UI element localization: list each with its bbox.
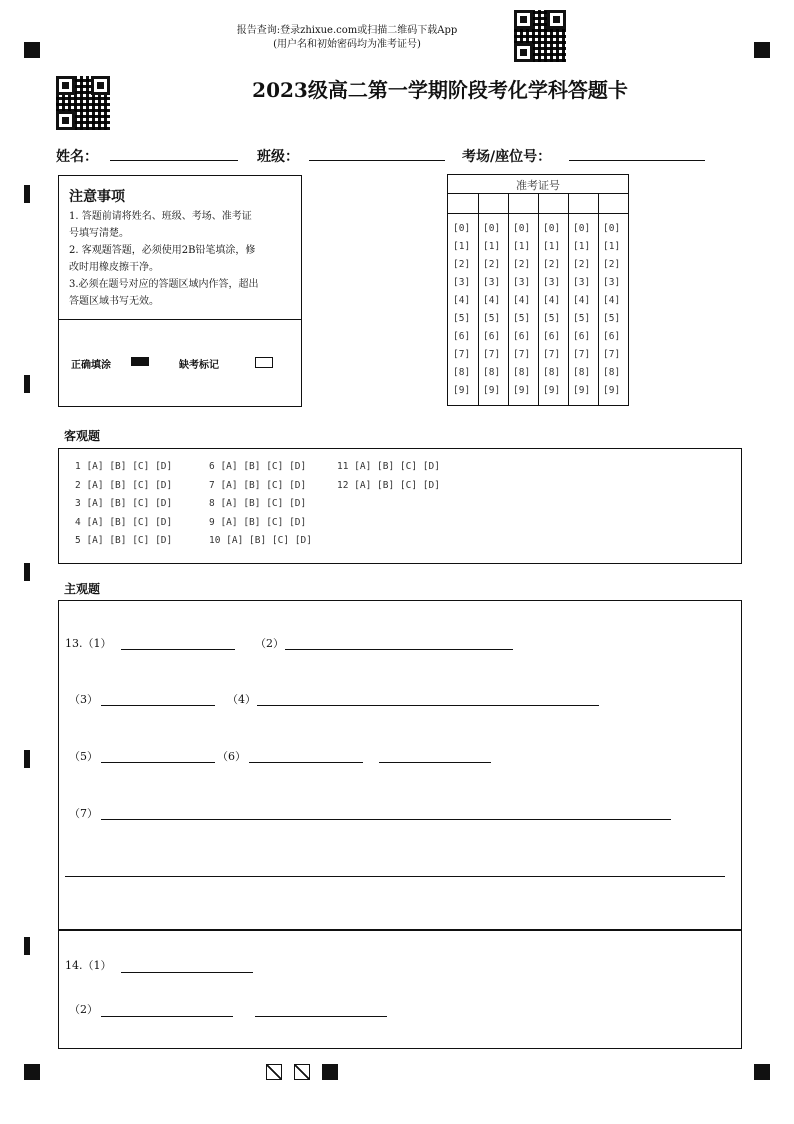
exam-id-bubble[interactable]: [9]: [513, 385, 531, 396]
q14-box: [58, 929, 742, 1049]
timing-mark: [24, 375, 30, 393]
objective-box: [58, 448, 742, 564]
corner-mark-bottom-right: [754, 1064, 770, 1080]
exam-id-bubble[interactable]: [8]: [603, 367, 621, 378]
corner-mark-top-left: [24, 42, 40, 58]
exam-id-bubble[interactable]: [5]: [513, 313, 531, 324]
notes-line: 号填写清楚。: [69, 228, 129, 239]
exam-id-bubble[interactable]: [7]: [543, 349, 561, 360]
exam-id-bubble[interactable]: [2]: [483, 259, 501, 270]
notes-line: 答题区域书写无效。: [69, 296, 159, 307]
report-notice: [197, 24, 497, 52]
exam-id-bubble[interactable]: [6]: [573, 331, 591, 342]
q13-box: [58, 600, 742, 931]
exam-id-bubble[interactable]: [4]: [573, 295, 591, 306]
timing-mark: [24, 750, 30, 768]
exam-id-bubble[interactable]: [8]: [483, 367, 501, 378]
exam-id-column-divider: [598, 193, 599, 405]
exam-id-box: [447, 174, 629, 406]
sheet-qr-code-icon: [56, 76, 110, 130]
exam-id-bubble[interactable]: [1]: [543, 241, 561, 252]
exam-id-bubble[interactable]: [7]: [453, 349, 471, 360]
correct-fill-sample: [131, 357, 149, 366]
exam-id-bubble[interactable]: [9]: [453, 385, 471, 396]
exam-id-bubble[interactable]: [7]: [483, 349, 501, 360]
q13-5-label: （5）: [69, 750, 98, 763]
notes-box: [58, 175, 302, 407]
q13-6-answer-a[interactable]: [249, 762, 363, 763]
exam-id-bubble[interactable]: [4]: [453, 295, 471, 306]
notes-line: 3.必须在题号对应的答题区域内作答，超出: [69, 279, 259, 290]
timing-mark: [24, 563, 30, 581]
exam-id-bubble[interactable]: [2]: [453, 259, 471, 270]
exam-id-bubble[interactable]: [7]: [573, 349, 591, 360]
report-notice-line2: (用户名和初始密码均为准考证号): [273, 39, 421, 50]
exam-id-bubble[interactable]: [1]: [603, 241, 621, 252]
class-field[interactable]: [309, 160, 445, 161]
notes-line: 1. 答题前请将姓名、班级、考场、准考证: [69, 211, 252, 222]
objective-title: 客观题: [64, 429, 101, 443]
exam-id-bubble[interactable]: [0]: [513, 223, 531, 234]
absent-label: 缺考标记: [179, 360, 219, 371]
sheet-title: 2023级高二第一学期阶段考化学科答题卡: [252, 78, 628, 102]
exam-id-bubble[interactable]: [5]: [573, 313, 591, 324]
notes-line: 2. 客观题答题，必须使用2B铅笔填涂，修: [69, 245, 256, 256]
q13-7-label: （7）: [69, 807, 98, 820]
q13-7-answer-cont[interactable]: [65, 876, 725, 877]
objective-question[interactable]: 2 [A] [B] [C] [D]: [75, 479, 173, 491]
exam-id-bubble[interactable]: [5]: [453, 313, 471, 324]
exam-id-bubble[interactable]: [6]: [543, 331, 561, 342]
exam-id-column-divider: [508, 193, 509, 405]
exam-id-bubble[interactable]: [4]: [483, 295, 501, 306]
exam-id-bubble[interactable]: [4]: [513, 295, 531, 306]
q13-7-answer[interactable]: [101, 819, 671, 820]
exam-id-bubble[interactable]: [3]: [573, 277, 591, 288]
notes-text: [69, 208, 297, 310]
exam-id-bubble[interactable]: [8]: [453, 367, 471, 378]
exam-id-bubble[interactable]: [0]: [543, 223, 561, 234]
q13-1-answer[interactable]: [121, 649, 235, 650]
correct-fill-label: 正确填涂: [71, 360, 111, 371]
objective-question[interactable]: 8 [A] [B] [C] [D]: [209, 498, 307, 509]
objective-question[interactable]: 3 [A] [B] [C] [D]: [75, 498, 173, 509]
exam-id-column-divider: [568, 193, 569, 405]
name-label: 姓名：: [56, 149, 98, 165]
exam-id-bubble[interactable]: [6]: [513, 331, 531, 342]
exam-id-bubble[interactable]: [2]: [513, 259, 531, 270]
q14-2-answer-b[interactable]: [255, 1016, 387, 1017]
q14-1-answer[interactable]: [121, 972, 253, 973]
corner-mark-top-right: [754, 42, 770, 58]
room-seat-field[interactable]: [569, 160, 705, 161]
objective-question[interactable]: 11 [A] [B] [C] [D]: [337, 461, 440, 472]
q13-1-label: 13.（1）: [65, 637, 112, 650]
q13-5-answer[interactable]: [101, 762, 215, 763]
objective-question[interactable]: 12 [A] [B] [C] [D]: [337, 479, 440, 491]
q14-2-answer-a[interactable]: [101, 1016, 233, 1017]
q13-2-answer[interactable]: [285, 649, 513, 650]
exam-id-column-divider: [538, 193, 539, 405]
page-mark-hatched: [294, 1064, 310, 1080]
exam-id-bubble[interactable]: [6]: [603, 331, 621, 342]
objective-question[interactable]: 10 [A] [B] [C] [D]: [209, 535, 312, 546]
notes-divider: [59, 319, 301, 320]
q13-3-label: （3）: [69, 693, 98, 706]
exam-id-bubble[interactable]: [2]: [573, 259, 591, 270]
name-field[interactable]: [110, 160, 238, 161]
exam-id-bubble[interactable]: [8]: [543, 367, 561, 378]
subjective-title: 主观题: [64, 582, 101, 596]
absent-checkbox[interactable]: [255, 357, 273, 368]
app-qr-code-icon: [514, 10, 566, 62]
exam-id-bubble[interactable]: [9]: [573, 385, 591, 396]
exam-id-bubble[interactable]: [3]: [513, 277, 531, 288]
page-mark-hatched: [266, 1064, 282, 1080]
exam-id-bubble[interactable]: [3]: [453, 277, 471, 288]
exam-id-title: 准考证号: [516, 179, 560, 192]
timing-mark: [24, 937, 30, 955]
exam-id-bubble[interactable]: [1]: [453, 241, 471, 252]
timing-mark: [24, 185, 30, 203]
page-mark-solid: [322, 1064, 338, 1080]
room-seat-label: 考场/座位号：: [462, 149, 552, 165]
q14-1-label: 14.（1）: [65, 959, 112, 972]
exam-id-column-divider: [478, 193, 479, 405]
objective-question[interactable]: 1 [A] [B] [C] [D]: [75, 461, 173, 472]
exam-id-bubble[interactable]: [2]: [603, 259, 621, 270]
exam-id-bubble[interactable]: [7]: [513, 349, 531, 360]
q13-4-answer[interactable]: [257, 705, 599, 706]
exam-id-bubble[interactable]: [6]: [453, 331, 471, 342]
q14-2-label: （2）: [69, 1003, 98, 1016]
exam-id-bubble[interactable]: [1]: [513, 241, 531, 252]
corner-mark-bottom-left: [24, 1064, 40, 1080]
exam-id-bubble[interactable]: [5]: [483, 313, 501, 324]
exam-id-bubble[interactable]: [5]: [543, 313, 561, 324]
notes-line: 改时用橡皮擦干净。: [69, 262, 159, 273]
notes-title: 注意事项: [69, 189, 125, 205]
q13-2-label: （2）: [255, 637, 284, 650]
objective-question[interactable]: 4 [A] [B] [C] [D]: [75, 516, 173, 528]
report-notice-line1: 报告查询:登录zhixue.com或扫描二维码下载App: [236, 25, 458, 36]
exam-id-bubble[interactable]: [3]: [603, 277, 621, 288]
exam-id-bubble[interactable]: [3]: [483, 277, 501, 288]
objective-question[interactable]: 5 [A] [B] [C] [D]: [75, 535, 173, 546]
q13-6-label: （6）: [217, 750, 246, 763]
exam-id-bubble[interactable]: [7]: [603, 349, 621, 360]
q13-6-answer-b[interactable]: [379, 762, 491, 763]
exam-id-bubble[interactable]: [8]: [573, 367, 591, 378]
exam-id-bubble[interactable]: [3]: [543, 277, 561, 288]
exam-id-bubble[interactable]: [1]: [483, 241, 501, 252]
class-label: 班级：: [257, 149, 299, 165]
q13-3-answer[interactable]: [101, 705, 215, 706]
exam-id-bubble[interactable]: [5]: [603, 313, 621, 324]
exam-id-bubble[interactable]: [1]: [573, 241, 591, 252]
exam-id-bubble[interactable]: [8]: [513, 367, 531, 378]
exam-id-bubble[interactable]: [2]: [543, 259, 561, 270]
exam-id-bubble[interactable]: [4]: [603, 295, 621, 306]
exam-id-bubble[interactable]: [9]: [603, 385, 621, 396]
objective-question[interactable]: 6 [A] [B] [C] [D]: [209, 461, 307, 472]
exam-id-bubble[interactable]: [0]: [453, 223, 471, 234]
exam-id-bubble[interactable]: [0]: [483, 223, 501, 234]
exam-id-bubble[interactable]: [9]: [543, 385, 561, 396]
exam-id-bubble[interactable]: [6]: [483, 331, 501, 342]
exam-id-bubble[interactable]: [0]: [603, 223, 621, 234]
objective-question[interactable]: 9 [A] [B] [C] [D]: [209, 516, 307, 528]
q13-4-label: （4）: [227, 693, 256, 706]
exam-id-bubble[interactable]: [9]: [483, 385, 501, 396]
exam-id-bubble[interactable]: [4]: [543, 295, 561, 306]
objective-question[interactable]: 7 [A] [B] [C] [D]: [209, 479, 307, 491]
exam-id-bubble[interactable]: [0]: [573, 223, 591, 234]
